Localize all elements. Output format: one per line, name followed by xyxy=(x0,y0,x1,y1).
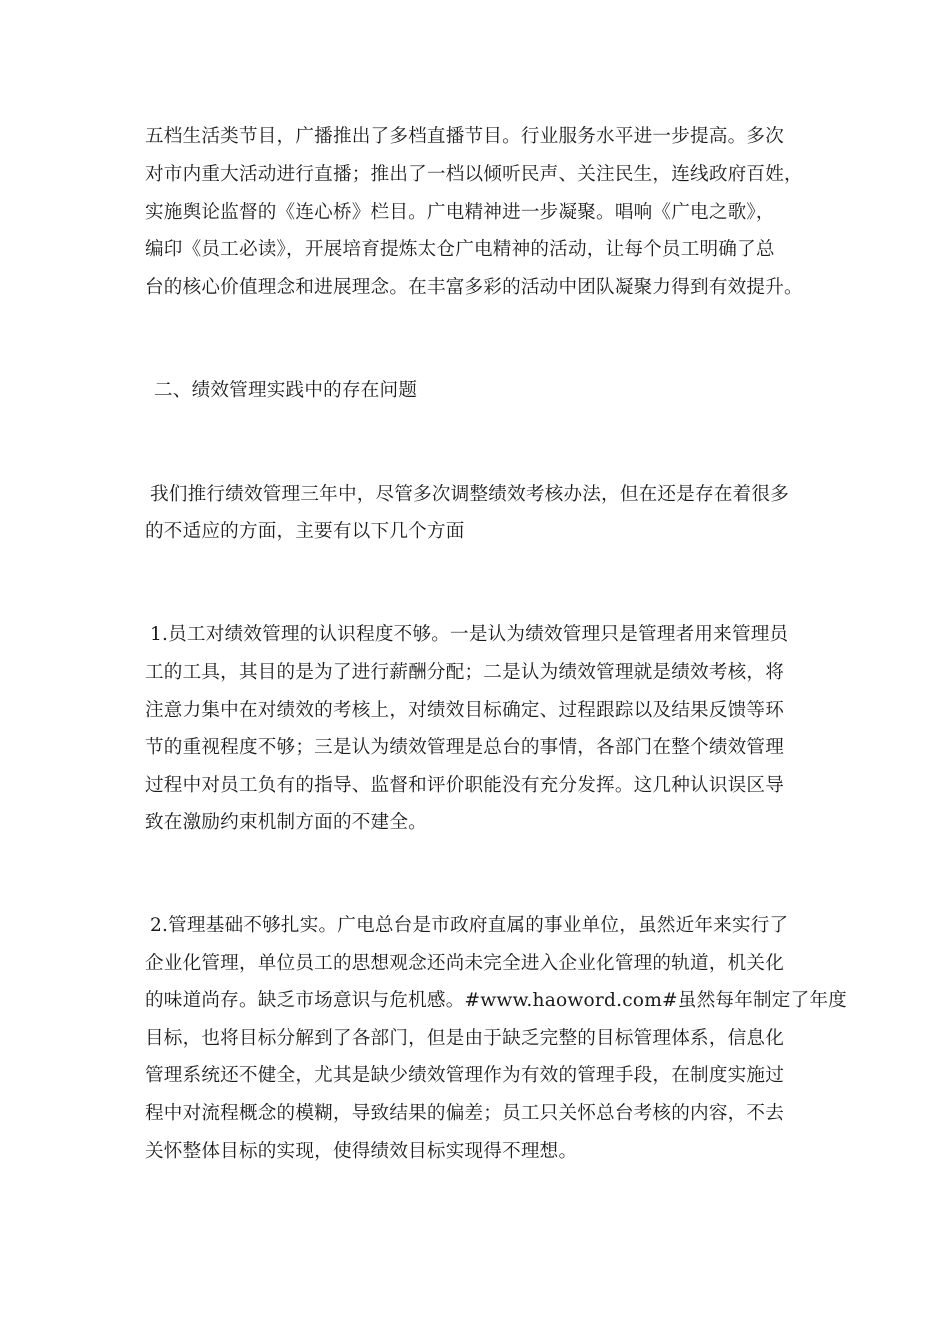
text-line: 的不适应的方面，主要有以下几个方面 xyxy=(145,521,465,542)
text-line: 对市内重大活动进行直播；推出了一档以倾听民声、关注民生，连线政府百姓， xyxy=(145,164,803,185)
text-line: 的味道尚存。缺乏市场意识与危机感。#www.haoword.com#虽然每年制定了年度 xyxy=(145,990,847,1011)
text-line: 注意力集中在对绩效的考核上，对绩效目标确定、过程跟踪以及结果反馈等环 xyxy=(145,700,784,721)
text-line: 五档生活类节目，广播推出了多档直播节目。行业服务水平进一步提高。多次 xyxy=(145,126,784,147)
text-line: 过程中对员工负有的指导、监督和评价职能没有充分发挥。这几种认识误区导 xyxy=(145,775,784,796)
text-line: 我们推行绩效管理三年中，尽管多次调整绩效考核办法，但在还是存在着很多 xyxy=(150,484,789,505)
text-line: 目标，也将目标分解到了各部门，但是由于缺乏完整的目标管理体系，信息化 xyxy=(145,1028,784,1049)
text-line: 工的工具，其目的是为了进行薪酬分配；二是认为绩效管理就是绩效考核，将 xyxy=(145,662,784,683)
section-heading: 二、绩效管理实践中的存在问题 xyxy=(154,380,418,401)
text-line: 2.管理基础不够扎实。广电总台是市政府直属的事业单位，虽然近年来实行了 xyxy=(150,915,789,936)
text-line: 企业化管理，单位员工的思想观念还尚未完全进入企业化管理的轨道，机关化 xyxy=(145,953,784,974)
text-line: 节的重视程度不够；三是认为绩效管理是总台的事情，各部门在整个绩效管理 xyxy=(145,737,784,758)
text-line: 实施舆论监督的《连心桥》栏目。广电精神进一步凝聚。唱响《广电之歌》， xyxy=(145,202,775,223)
text-line: 管理系统还不健全，尤其是缺少绩效管理作为有效的管理手段，在制度实施过 xyxy=(145,1065,784,1086)
text-line: 关怀整体目标的实现，使得绩效目标实现得不理想。 xyxy=(145,1141,578,1162)
text-line: 致在激励约束机制方面的不建全。 xyxy=(145,812,427,833)
text-line: 1.员工对绩效管理的认识程度不够。一是认为绩效管理只是管理者用来管理员 xyxy=(150,624,789,645)
text-line: 程中对流程概念的模糊，导致结果的偏差；员工只关怀总台考核的内容，不去 xyxy=(145,1103,784,1124)
text-line: 台的核心价值理念和进展理念。在丰富多彩的活动中团队凝聚力得到有效提升。 xyxy=(145,277,803,298)
text-line: 编印《员工必读》，开展培育提炼太仓广电精神的活动，让每个员工明确了总 xyxy=(145,239,775,260)
